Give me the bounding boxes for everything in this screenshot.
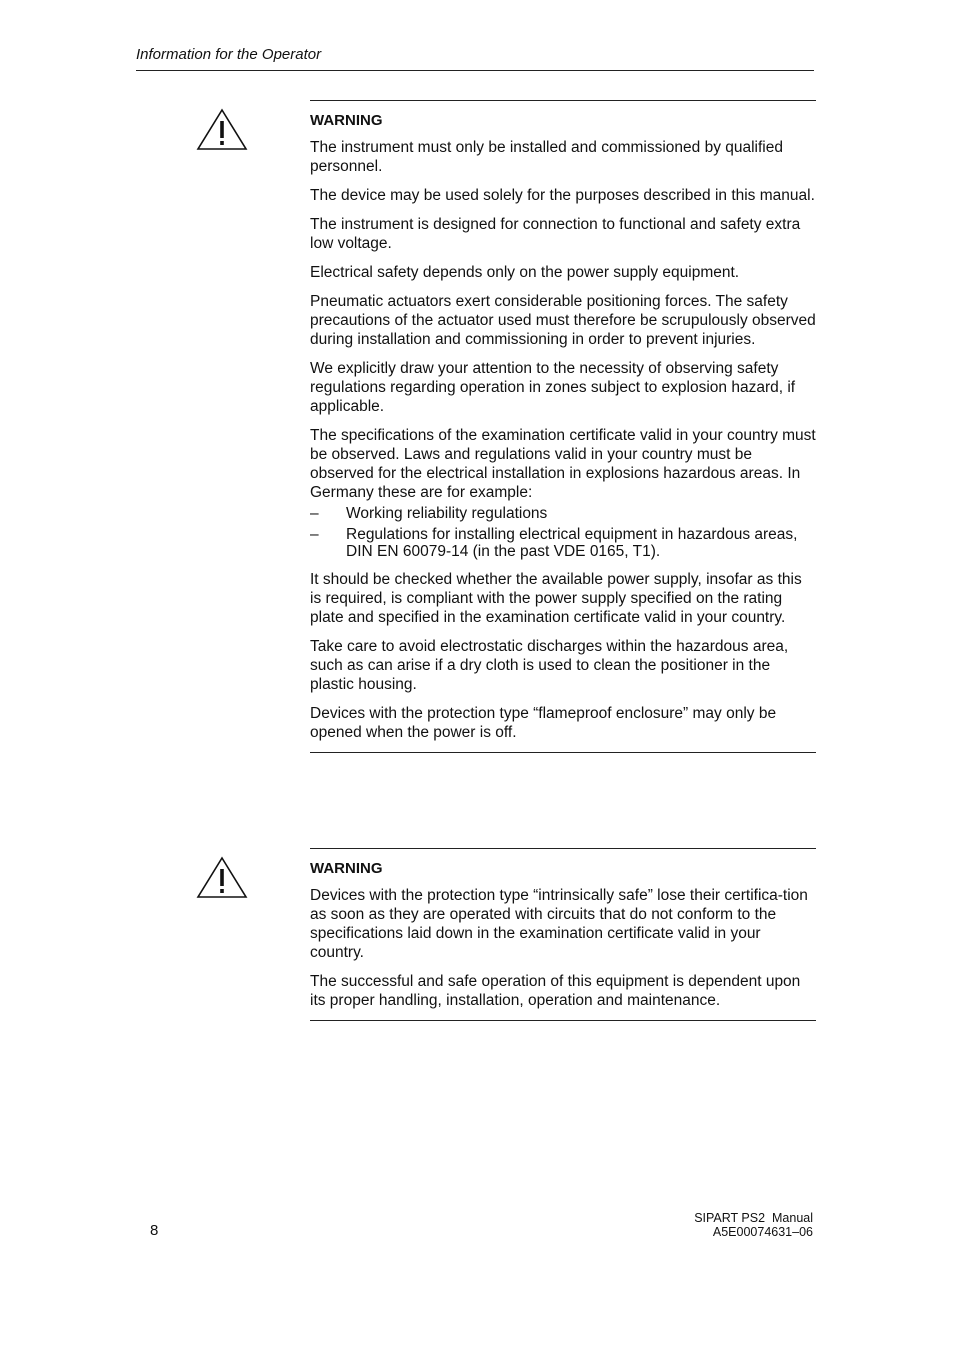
warning-paragraph: Electrical safety depends only on the power supply equipment.: [310, 264, 740, 281]
list-item: [310, 505, 816, 522]
page-number: 8: [150, 1222, 159, 1239]
warning-paragraph: Pneumatic actuators exert considerable positioning forces. The safety precautions of the actuator used must therefore be scrupulously observed during installation and commissioning in order to prevent injuries.: [310, 293, 816, 348]
manual-title: SIPART PS2 Manual: [694, 1211, 813, 1225]
list-item-text: Working reliability regulations: [346, 505, 548, 522]
document-number: A5E00074631–06: [712, 1225, 813, 1239]
warning-paragraph: The successful and safe operation of this equipment is dependent upon its proper handling, installation, operation and maintenance.: [310, 973, 801, 1009]
warning-paragraph: We explicitly draw your attention to the necessity of observing safety regulations regarding operation in zones subject to explosion hazard, if applicable.: [310, 360, 796, 415]
warning-paragraph: The instrument is designed for connection to functional and safety extra low voltage.: [310, 216, 801, 252]
list-dash: –: [310, 526, 319, 543]
warning-paragraph: Devices with the protection type “flameproof enclosure” may only be opened when the power is off.: [310, 705, 777, 741]
warning-paragraph: Take care to avoid electrostatic discharges within the hazardous area, such as can arise if a dry cloth is used to clean the positioner in the plastic housing.: [310, 638, 789, 693]
warning-paragraph: The specifications of the examination certificate valid in your country must be observed. Laws and regulations valid in your country must be observed for the electrical installation in explosions hazardous areas. In Germany these are for example:: [310, 427, 816, 501]
warning-paragraph: It should be checked whether the available power supply, insofar as this is required, is compliant with the power supply specified on the rating plate and specified in the examination certificate valid in your country.: [310, 571, 802, 626]
running-header: Information for the Operator: [136, 46, 322, 63]
warning-paragraph: The device may be used solely for the purposes described in this manual.: [310, 187, 815, 204]
document-footer: [694, 1211, 813, 1239]
warning-triangle-icon: [196, 108, 248, 152]
list-dash: –: [310, 505, 319, 522]
header-divider: [136, 70, 814, 71]
warning-paragraph: The instrument must only be installed and commissioned by qualified personnel.: [310, 139, 783, 175]
warning-paragraph: Devices with the protection type “intrinsically safe” lose their certifica-tion as soon as they are operated with circuits that do not conform to the specifications laid down in the examination certificate valid in your country.: [310, 887, 808, 961]
warning-title: WARNING: [310, 112, 383, 129]
warning-title: WARNING: [310, 860, 383, 877]
warning-box: [310, 848, 816, 1021]
list-item: [310, 526, 816, 560]
warning-triangle-icon: [196, 856, 248, 900]
regulations-list: [310, 505, 816, 560]
warning-box: [310, 100, 816, 753]
list-item-text: Regulations for installing electrical equipment in hazardous areas, DIN EN 60079-14 (in the past VDE 0165, T1).: [346, 526, 798, 560]
